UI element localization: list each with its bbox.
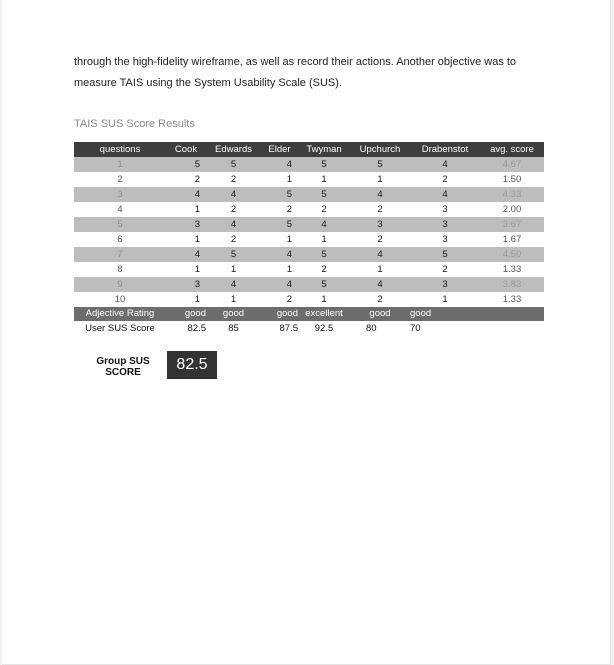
cell-upchurch: 3 <box>350 217 410 232</box>
adjective-cook: good <box>166 307 206 321</box>
cell-drabenstot: 2 <box>410 262 480 277</box>
body-paragraph: through the high-fidelity wireframe, as well as record their actions. Another objective was to measure TAIS using the System Usability Scale (SUS). <box>74 56 517 89</box>
table-row <box>74 157 544 172</box>
cell-question: 3 <box>74 187 166 202</box>
cell-drabenstot: 4 <box>410 187 480 202</box>
cell-cook: 1 <box>166 292 206 307</box>
cell-cook: 5 <box>166 157 206 172</box>
cell-drabenstot: 3 <box>410 202 480 217</box>
cell-twyman: 1 <box>298 232 350 247</box>
adjective-upchurch: good <box>350 307 410 321</box>
cell-edwards: 2 <box>206 202 261 217</box>
header-elder: Elder <box>261 142 298 157</box>
cell-avg: 3.67 <box>480 217 544 232</box>
cell-question: 5 <box>74 217 166 232</box>
header-upchurch: Upchurch <box>350 142 410 157</box>
cell-question: 4 <box>74 202 166 217</box>
cell-cook: 1 <box>166 232 206 247</box>
cell-avg: 4.67 <box>480 157 544 172</box>
header-questions: questions <box>74 142 166 157</box>
cell-question: 9 <box>74 277 166 292</box>
table-row <box>74 247 544 262</box>
table-row <box>74 172 544 187</box>
cell-upchurch: 5 <box>350 157 410 172</box>
cell-edwards: 1 <box>206 292 261 307</box>
cell-question: 8 <box>74 262 166 277</box>
cell-avg: 3.83 <box>480 277 544 292</box>
table-header-row <box>74 142 544 157</box>
cell-drabenstot: 5 <box>410 247 480 262</box>
cell-upchurch: 4 <box>350 247 410 262</box>
cell-elder: 2 <box>261 292 298 307</box>
cell-avg: 1.50 <box>480 172 544 187</box>
cell-elder: 1 <box>261 232 298 247</box>
cell-edwards: 2 <box>206 172 261 187</box>
cell-drabenstot: 3 <box>410 217 480 232</box>
cell-edwards: 2 <box>206 232 261 247</box>
cell-cook: 4 <box>166 187 206 202</box>
table-row <box>74 187 544 202</box>
cell-upchurch: 4 <box>350 187 410 202</box>
cell-cook: 1 <box>166 262 206 277</box>
cell-cook: 3 <box>166 217 206 232</box>
cell-twyman: 4 <box>298 217 350 232</box>
cell-question: 7 <box>74 247 166 262</box>
cell-upchurch: 1 <box>350 172 410 187</box>
header-twyman: Twyman <box>298 142 350 157</box>
cell-avg: 1.67 <box>480 232 544 247</box>
cell-twyman: 5 <box>298 157 350 172</box>
cell-avg: 4.33 <box>480 187 544 202</box>
cell-edwards: 4 <box>206 187 261 202</box>
cell-edwards: 5 <box>206 157 261 172</box>
cell-twyman: 5 <box>298 277 350 292</box>
table-caption: TAIS SUS Score Results <box>74 118 195 130</box>
cell-question: 2 <box>74 172 166 187</box>
sus-elder: 87.5 <box>261 321 298 337</box>
cell-elder: 4 <box>261 277 298 292</box>
cell-elder: 4 <box>261 157 298 172</box>
document-page <box>2 0 611 665</box>
cell-elder: 2 <box>261 202 298 217</box>
sus-upchurch: 80 <box>350 321 410 337</box>
cell-elder: 5 <box>261 217 298 232</box>
cell-twyman: 5 <box>298 247 350 262</box>
cell-avg: 1.33 <box>480 292 544 307</box>
cell-upchurch: 4 <box>350 277 410 292</box>
adjective-label: Adjective Rating <box>74 307 166 321</box>
adjective-elder: good <box>261 307 298 321</box>
cell-twyman: 5 <box>298 187 350 202</box>
cell-edwards: 4 <box>206 217 261 232</box>
cell-elder: 1 <box>261 262 298 277</box>
cell-drabenstot: 2 <box>410 172 480 187</box>
cell-upchurch: 2 <box>350 292 410 307</box>
table-row <box>74 277 544 292</box>
sus-edwards: 85 <box>206 321 261 337</box>
cell-question: 10 <box>74 292 166 307</box>
cell-elder: 5 <box>261 187 298 202</box>
header-avg-score: avg. score <box>480 142 544 157</box>
header-cook: Cook <box>166 142 206 157</box>
adjective-empty <box>480 307 544 321</box>
cell-upchurch: 1 <box>350 262 410 277</box>
cell-drabenstot: 1 <box>410 292 480 307</box>
cell-question: 1 <box>74 157 166 172</box>
sus-drabenstot: 70 <box>410 321 480 337</box>
cell-drabenstot: 4 <box>410 157 480 172</box>
cell-cook: 4 <box>166 247 206 262</box>
group-sus-score: 82.5 <box>167 351 217 379</box>
header-drabenstot: Drabenstot <box>410 142 480 157</box>
cell-upchurch: 2 <box>350 232 410 247</box>
cell-cook: 2 <box>166 172 206 187</box>
cell-cook: 1 <box>166 202 206 217</box>
cell-elder: 1 <box>261 172 298 187</box>
cell-edwards: 1 <box>206 262 261 277</box>
adjective-twyman: excellent <box>298 307 350 321</box>
sus-label: User SUS Score <box>74 321 166 337</box>
table-row <box>74 217 544 232</box>
cell-question: 6 <box>74 232 166 247</box>
sus-results-table <box>74 142 544 337</box>
cell-upchurch: 2 <box>350 202 410 217</box>
table-row <box>74 232 544 247</box>
adjective-drabenstot: good <box>410 307 480 321</box>
cell-twyman: 1 <box>298 172 350 187</box>
table-row <box>74 292 544 307</box>
table-row <box>74 202 544 217</box>
cell-avg: 2.00 <box>480 202 544 217</box>
sus-cook: 82.5 <box>166 321 206 337</box>
header-edwards: Edwards <box>206 142 261 157</box>
cell-avg: 4.50 <box>480 247 544 262</box>
cell-edwards: 4 <box>206 277 261 292</box>
group-sus-label: Group SUS SCORE <box>96 356 150 378</box>
sus-empty <box>480 321 544 337</box>
sus-twyman: 92.5 <box>298 321 350 337</box>
cell-edwards: 5 <box>206 247 261 262</box>
table-row <box>74 262 544 277</box>
cell-twyman: 2 <box>298 262 350 277</box>
user-sus-score-row <box>74 321 544 337</box>
cell-elder: 4 <box>261 247 298 262</box>
cell-twyman: 2 <box>298 202 350 217</box>
cell-cook: 3 <box>166 277 206 292</box>
adjective-rating-row <box>74 307 544 321</box>
cell-avg: 1.33 <box>480 262 544 277</box>
adjective-edwards: good <box>206 307 261 321</box>
cell-drabenstot: 3 <box>410 277 480 292</box>
cell-drabenstot: 3 <box>410 232 480 247</box>
cell-twyman: 1 <box>298 292 350 307</box>
